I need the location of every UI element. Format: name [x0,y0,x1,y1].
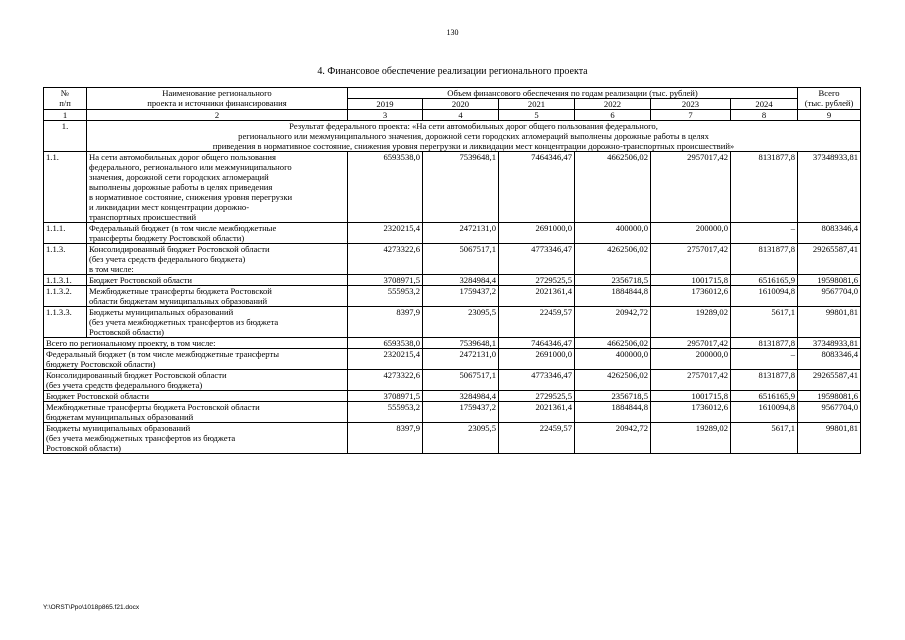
total-value: 2472131,0 [423,349,499,370]
header-volume: Объем финансового обеспечения по годам реализации (тыс. рублей) [348,88,798,99]
total-value: 9567704,0 [798,402,861,423]
total-row [44,349,861,370]
row-value: – [731,223,798,244]
row-value: 8397,9 [348,307,423,338]
row-value: 29265587,41 [798,244,861,275]
total-value: 4262506,02 [575,370,651,391]
table-row [44,307,861,338]
column-number: 5 [499,110,575,121]
total-value: 400000,0 [575,349,651,370]
row-value: 23095,5 [423,307,499,338]
table-row [44,223,861,244]
total-value: 4662506,02 [575,338,651,349]
total-name: Бюджет Ростовской области [44,391,348,402]
total-value: 7464346,47 [499,338,575,349]
total-name: Федеральный бюджет (в том числе межбюджетные трансферты бюджету Ростовской области) [44,349,348,370]
total-value: 1001715,8 [651,391,731,402]
row-number: 1.1.3.2. [44,286,87,307]
column-number: 2 [87,110,348,121]
total-name: Всего по региональному проекту, в том числе: [44,338,348,349]
total-value: 37348933,81 [798,338,861,349]
total-row [44,370,861,391]
row-value: 7539648,1 [423,152,499,223]
total-value: 19289,02 [651,423,731,454]
column-number: 6 [575,110,651,121]
row-value: 6593538,0 [348,152,423,223]
total-value: 6516165,9 [731,391,798,402]
row-value: 400000,0 [575,223,651,244]
row-value: 6516165,9 [731,275,798,286]
section-row [44,121,861,152]
total-value: 2356718,5 [575,391,651,402]
row-value: 20942,72 [575,307,651,338]
row-value: 2472131,0 [423,223,499,244]
total-value: 2957017,42 [651,338,731,349]
row-name: Межбюджетные трансферты бюджета Ростовской области бюджетам муниципальных образований [87,286,348,307]
row-number: 1.1.1. [44,223,87,244]
header-row [44,88,861,99]
column-number: 7 [651,110,731,121]
row-name: Бюджеты муниципальных образований (без учета межбюджетных трансфертов из бюджета Ростовской области) [87,307,348,338]
row-value: 4773346,47 [499,244,575,275]
row-value: 1759437,2 [423,286,499,307]
total-value: 99801,81 [798,423,861,454]
row-value: 3284984,4 [423,275,499,286]
table-row [44,152,861,223]
total-value: 1759437,2 [423,402,499,423]
total-value: 19598081,6 [798,391,861,402]
row-value: 2757017,42 [651,244,731,275]
row-value: 2320215,4 [348,223,423,244]
header-year: 2024 [731,99,798,110]
total-value: 5617,1 [731,423,798,454]
total-value: 8131877,8 [731,370,798,391]
row-value: 8131877,8 [731,244,798,275]
total-value: 7539648,1 [423,338,499,349]
header-year: 2021 [499,99,575,110]
table-row [44,244,861,275]
row-value: 22459,57 [499,307,575,338]
row-value: 1610094,8 [731,286,798,307]
row-value: 1736012,6 [651,286,731,307]
header-year: 2022 [575,99,651,110]
header-total: Всего (тыс. рублей) [798,88,861,110]
total-value: – [731,349,798,370]
column-number: 1 [44,110,87,121]
row-value: 8131877,8 [731,152,798,223]
total-value: 8397,9 [348,423,423,454]
row-value: 19598081,6 [798,275,861,286]
file-path-footer: Y:\ORST\Ppo\1018p865.f21.docx [43,604,140,611]
row-name: Федеральный бюджет (в том числе межбюджетные трансферты бюджету Ростовской области) [87,223,348,244]
column-number: 8 [731,110,798,121]
total-value: 23095,5 [423,423,499,454]
total-value: 2691000,0 [499,349,575,370]
row-value: 2021361,4 [499,286,575,307]
row-value: 555953,2 [348,286,423,307]
row-value: 4262506,02 [575,244,651,275]
total-row [44,423,861,454]
total-value: 8131877,8 [731,338,798,349]
total-row [44,391,861,402]
row-value: 1884844,8 [575,286,651,307]
row-value: 8083346,4 [798,223,861,244]
row-value: 2957017,42 [651,152,731,223]
section-text: Результат федерального проекта: «На сети автомобильных дорог общего пользования федерального, регионального или межмуниципального значения, дорожной сети городских агломераций выполнены дорожные работы в целях приведения в нормативное состояние, снижения уровня перегрузки и ликвидации мест концентрации дорожно-транспортных происшествий» [87,121,861,152]
row-value: 19289,02 [651,307,731,338]
row-value: 200000,0 [651,223,731,244]
row-value: 4662506,02 [575,152,651,223]
total-value: 3284984,4 [423,391,499,402]
row-value: 1001715,8 [651,275,731,286]
total-value: 2729525,5 [499,391,575,402]
row-value: 2691000,0 [499,223,575,244]
total-value: 4773346,47 [499,370,575,391]
total-value: 6593538,0 [348,338,423,349]
total-value: 29265587,41 [798,370,861,391]
total-value: 1736012,6 [651,402,731,423]
row-name: На сети автомобильных дорог общего пользования федерального, регионального или межмуниципального значения, дорожной сети городских агломераций выполнены дорожные работы в целях приведения в нормативное состояние, снижения уровня перегрузки и ликвидации мест концентрации дорожно- транспортных происшествий [87,152,348,223]
row-number: 1.1.3.1. [44,275,87,286]
column-number: 9 [798,110,861,121]
total-name: Консолидированный бюджет Ростовской области (без учета средств федерального бюджета) [44,370,348,391]
total-value: 555953,2 [348,402,423,423]
column-number: 3 [348,110,423,121]
row-number: 1.1. [44,152,87,223]
header-number: № п/п [44,88,87,110]
row-value: 2356718,5 [575,275,651,286]
row-value: 9567704,0 [798,286,861,307]
total-value: 5067517,1 [423,370,499,391]
row-value: 5617,1 [731,307,798,338]
row-value: 3708971,5 [348,275,423,286]
header-year: 2020 [423,99,499,110]
section-number: 1. [44,121,87,152]
financing-table [43,87,861,454]
total-value: 4273322,6 [348,370,423,391]
total-value: 8083346,4 [798,349,861,370]
row-name: Бюджет Ростовской области [87,275,348,286]
total-row [44,338,861,349]
total-value: 22459,57 [499,423,575,454]
total-value: 1610094,8 [731,402,798,423]
total-value: 2757017,42 [651,370,731,391]
column-numbers-row [44,110,861,121]
total-value: 1884844,8 [575,402,651,423]
row-number: 1.1.3. [44,244,87,275]
total-name: Бюджеты муниципальных образований (без учета межбюджетных трансфертов из бюджета Ростовской области) [44,423,348,454]
row-number: 1.1.3.3. [44,307,87,338]
header-year: 2023 [651,99,731,110]
table-row [44,286,861,307]
total-name: Межбюджетные трансферты бюджета Ростовской области бюджетам муниципальных образований [44,402,348,423]
row-name: Консолидированный бюджет Ростовской области (без учета средств федерального бюджета) в том числе: [87,244,348,275]
total-value: 3708971,5 [348,391,423,402]
header-name: Наименование регионального проекта и источники финансирования [87,88,348,110]
total-value: 2320215,4 [348,349,423,370]
column-number: 4 [423,110,499,121]
row-value: 5067517,1 [423,244,499,275]
total-row [44,402,861,423]
row-value: 4273322,6 [348,244,423,275]
row-value: 2729525,5 [499,275,575,286]
header-year: 2019 [348,99,423,110]
total-value: 2021361,4 [499,402,575,423]
document-title: 4. Финансовое обеспечение реализации регионального проекта [317,66,588,77]
page-number: 130 [446,28,459,37]
total-value: 200000,0 [651,349,731,370]
row-value: 37348933,81 [798,152,861,223]
total-value: 20942,72 [575,423,651,454]
row-value: 7464346,47 [499,152,575,223]
table-row [44,275,861,286]
row-value: 99801,81 [798,307,861,338]
